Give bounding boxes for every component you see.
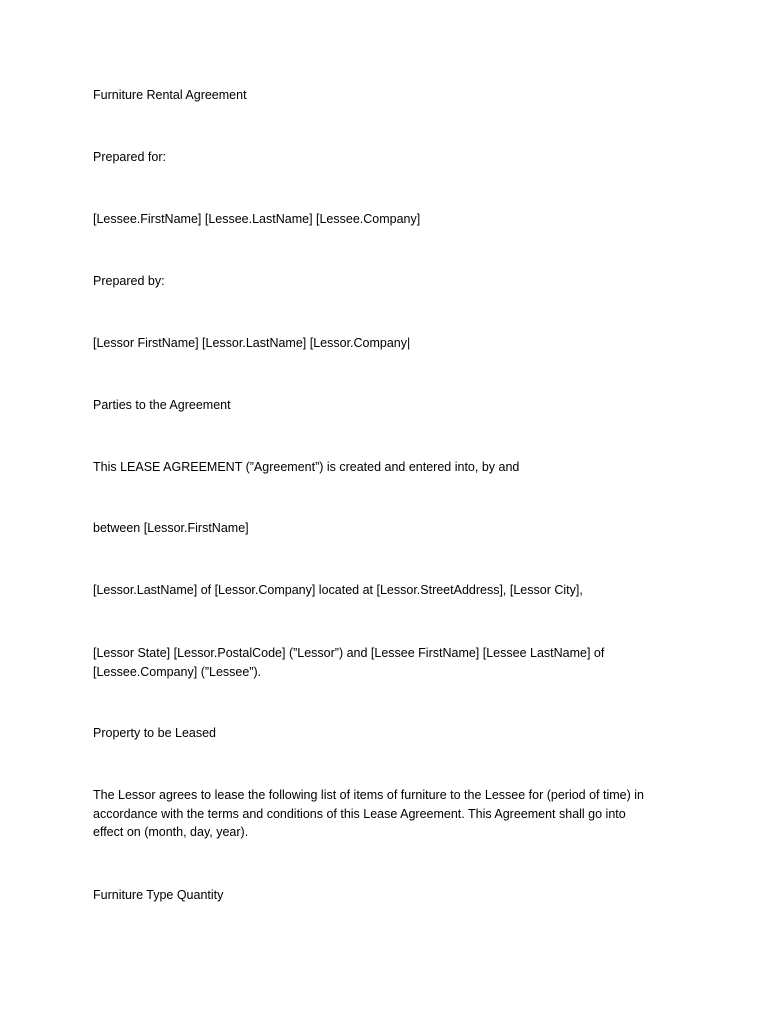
document-title: Furniture Rental Agreement — [93, 88, 247, 102]
property-heading: Property to be Leased — [93, 726, 216, 740]
property-paragraph-line-3: effect on (month, day, year). — [93, 825, 249, 839]
parties-paragraph-line-2: between [Lessor.FirstName] — [93, 521, 249, 535]
parties-paragraph-line-4b: [Lessee.Company] (”Lessee”). — [93, 664, 262, 679]
property-paragraph-line-1: The Lessor agrees to lease the following list of items of furniture to the Lessee for (period of time) in — [93, 788, 644, 802]
parties-paragraph-block — [93, 644, 683, 681]
parties-heading: Parties to the Agreement — [93, 398, 231, 412]
property-paragraph — [93, 786, 683, 842]
parties-paragraph-line-1: This LEASE AGREEMENT (”Agreement”) is created and entered into, by and — [93, 460, 520, 474]
parties-paragraph-line-4a: [Lessor State] [Lessor.PostalCode] (”Lessor”) and [Lessee FirstName] [Lessee LastName] of — [93, 646, 605, 660]
prepared-for-label: Prepared for: — [93, 150, 166, 164]
lessor-placeholder-line: [Lessor FirstName] [Lessor.LastName] [Lessor.Company| — [93, 336, 411, 350]
furniture-table-header: Furniture Type Quantity — [93, 888, 224, 902]
prepared-by-label: Prepared by: — [93, 274, 165, 288]
lessee-placeholder-line: [Lessee.FirstName] [Lessee.LastName] [Lessee.Company] — [93, 212, 421, 226]
parties-paragraph-line-3: [Lessor.LastName] of [Lessor.Company] located at [Lessor.StreetAddress], [Lessor City], — [93, 583, 583, 597]
property-paragraph-line-2: accordance with the terms and conditions of this Lease Agreement. This Agreement shall go into — [93, 806, 626, 821]
